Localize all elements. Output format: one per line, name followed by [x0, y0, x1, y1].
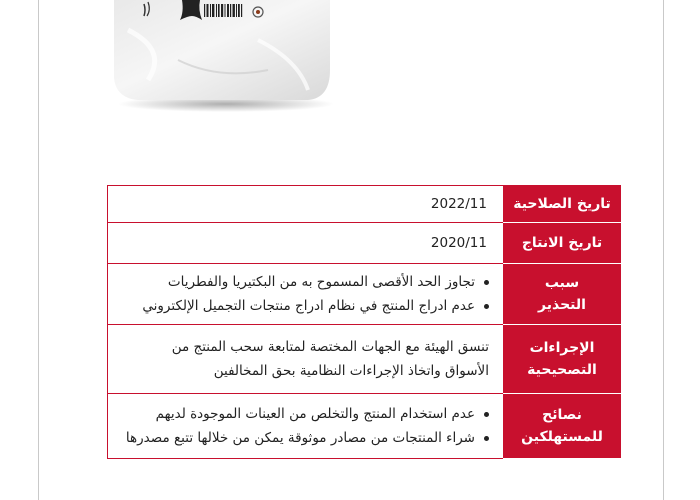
- consumer-advice-list: [116, 402, 489, 450]
- value-consumer-advice: [108, 394, 504, 459]
- label-corrective-actions: الإجراءات التصحيحية: [504, 325, 621, 394]
- value-warning-reason: [108, 264, 504, 325]
- left-border-line: [38, 0, 39, 500]
- label-warning-reason: سبب التحذير: [504, 264, 621, 325]
- label-consumer-advice: نصائح للمستهلكين: [504, 394, 621, 459]
- product-pouch-image: [108, 0, 334, 112]
- corrective-line: الأسواق واتخاذ الإجراءات النظامية بحق المخالفين: [213, 363, 489, 379]
- recall-info-table: [107, 185, 621, 459]
- table-row: [108, 325, 621, 394]
- warning-reason-list: [116, 270, 489, 318]
- table-row: [108, 264, 621, 325]
- list-item: تجاوز الحد الأقصى المسموح به من البكتيريا والفطريات: [116, 270, 489, 294]
- table-row: [108, 186, 621, 223]
- value-corrective-actions: [108, 325, 504, 394]
- value-production-date: 2020/11: [108, 223, 504, 264]
- corrective-line: تنسق الهيئة مع الجهات المختصة لمتابعة سحب المنتج من: [171, 339, 489, 355]
- list-item: عدم ادراج المنتج في نظام ادراج منتجات التجميل الإلكتروني: [116, 294, 489, 318]
- list-item: شراء المنتجات من مصادر موثوقة يمكن من خلالها تتبع مصدرها: [116, 426, 489, 450]
- table-row: [108, 223, 621, 264]
- value-expiry-date: 2022/11: [108, 186, 504, 223]
- table-row: [108, 394, 621, 459]
- label-production-date: تاريخ الانتاج: [504, 223, 621, 264]
- right-border-line: [663, 0, 664, 500]
- label-expiry-date: تاريخ الصلاحية: [504, 186, 621, 223]
- list-item: عدم استخدام المنتج والتخلص من العينات الموجودة لديهم: [116, 402, 489, 426]
